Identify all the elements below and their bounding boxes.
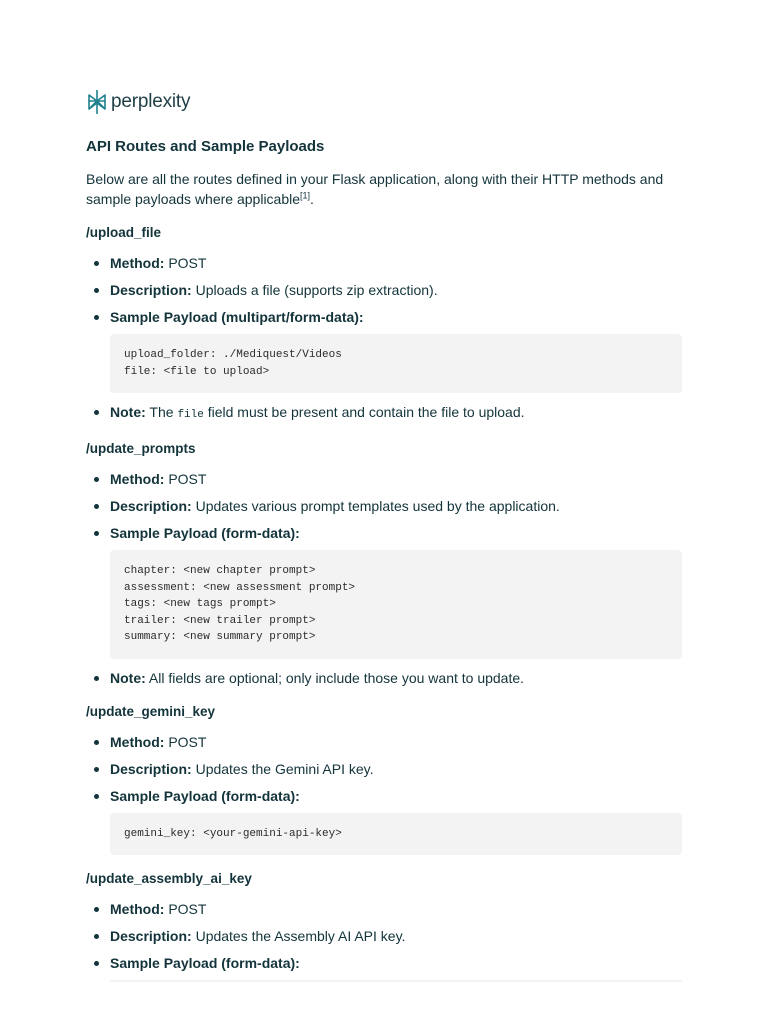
payload-label: Sample Payload (multipart/form-data): <box>110 309 364 325</box>
description-label: Description: <box>110 498 192 514</box>
method-label: Method: <box>110 255 165 271</box>
method-item <box>110 253 682 273</box>
description-item <box>110 926 682 946</box>
brand-logo <box>86 88 682 116</box>
description-label: Description: <box>110 282 192 298</box>
brand-name: perplexity <box>111 91 191 112</box>
route-heading: /update_gemini_key <box>86 703 216 719</box>
route-note-list <box>86 402 682 425</box>
route-section-upload-file <box>86 225 682 425</box>
document-page <box>86 88 682 998</box>
method-item <box>110 899 682 919</box>
method-value: POST <box>168 733 207 750</box>
note-item <box>110 668 682 688</box>
inline-code: file <box>177 409 204 421</box>
method-label: Method: <box>110 733 165 750</box>
route-heading: /upload_file <box>86 225 162 240</box>
route-section-update-prompts <box>86 441 682 688</box>
payload-item <box>110 307 682 327</box>
description-value: Updates various prompt templates used by the application. <box>195 498 560 514</box>
note-text: All fields are optional; only include those you want to update. <box>148 669 525 686</box>
description-item <box>110 280 682 300</box>
code-block: chapter: <new chapter prompt> assessment: <new assessment prompt> tags: <new tags prompt> trailer: <new trailer prompt> summary: <new summary prompt> <box>110 550 682 659</box>
code-block: upload_folder: ./Mediquest/Videos file: <file to upload> <box>110 334 682 393</box>
method-item <box>110 732 682 752</box>
payload-item <box>110 523 682 543</box>
payload-label: Sample Payload (form-data): <box>110 525 300 541</box>
payload-label: Sample Payload (form-data): <box>110 955 300 971</box>
description-item <box>110 496 682 516</box>
method-value: POST <box>168 255 207 271</box>
citation-link[interactable]: [1] <box>300 190 311 201</box>
route-property-list <box>86 469 682 543</box>
note-label: Note: <box>110 404 146 420</box>
route-note-list <box>86 668 682 688</box>
route-section-update-gemini-key <box>86 704 682 856</box>
note-text-pre: The <box>149 404 178 420</box>
note-text-post: field must be present and contain the file to upload. <box>203 404 525 420</box>
route-heading: /update_prompts <box>86 441 196 456</box>
note-item <box>110 402 682 425</box>
description-value: Uploads a file (supports zip extraction). <box>195 282 438 298</box>
description-item <box>110 759 682 779</box>
intro-paragraph <box>86 169 682 209</box>
payload-item <box>110 953 682 973</box>
description-label: Description: <box>110 760 192 777</box>
intro-text: Below are all the routes defined in your Flask application, along with their HTTP methods and sample payloads where applicable <box>86 171 664 207</box>
code-block: gemini_key: <your-gemini-api-key> <box>110 813 682 856</box>
intro-end: . <box>310 191 314 207</box>
method-label: Method: <box>110 901 165 917</box>
method-value: POST <box>168 471 207 487</box>
method-label: Method: <box>110 471 165 487</box>
code-block <box>110 980 682 982</box>
document-title: API Routes and Sample Payloads <box>86 138 325 155</box>
method-item <box>110 469 682 489</box>
method-value: POST <box>168 901 207 917</box>
route-property-list <box>86 732 682 806</box>
route-section-update-assembly-ai-key <box>86 871 682 982</box>
note-label: Note: <box>110 669 146 686</box>
description-label: Description: <box>110 928 192 944</box>
description-value: Updates the Gemini API key. <box>195 760 374 777</box>
description-value: Updates the Assembly AI API key. <box>195 928 406 944</box>
route-property-list <box>86 899 682 973</box>
route-property-list <box>86 253 682 327</box>
payload-label: Sample Payload (form-data): <box>110 787 300 804</box>
perplexity-logo-icon <box>86 89 108 115</box>
payload-item <box>110 786 682 806</box>
route-heading: /update_assembly_ai_key <box>86 871 252 886</box>
